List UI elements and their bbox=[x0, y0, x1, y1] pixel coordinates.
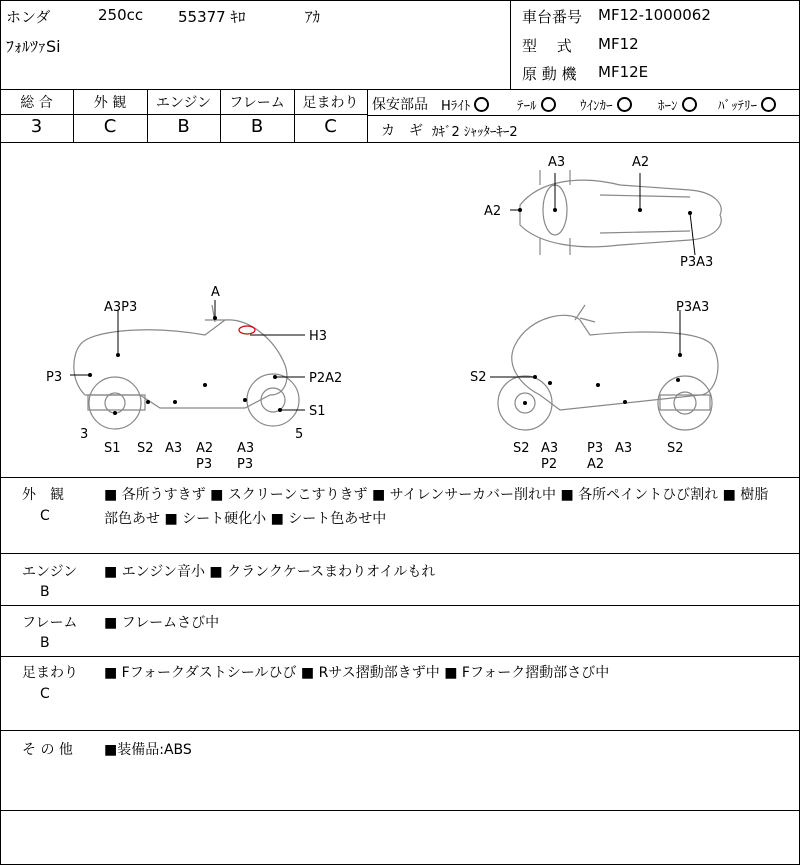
section-suspension-line1: ■ Fフォークダストシールひび ■ Rサス摺動部きず中 ■ Fフォーク摺動部さび中 bbox=[104, 665, 610, 681]
right-view-scooter bbox=[498, 305, 718, 430]
section-frame-line1: ■ フレームさび中 bbox=[104, 615, 220, 631]
label-right-s2-rear: S2 bbox=[667, 441, 684, 456]
section-line-1 bbox=[0, 553, 800, 554]
key-label: カ ギ bbox=[381, 123, 423, 139]
label-left-s2: S2 bbox=[137, 441, 154, 456]
ok-circle-icon bbox=[541, 97, 556, 112]
label-left-a3: A3 bbox=[165, 441, 183, 456]
safety-item-horn: ﾎｰﾝ bbox=[658, 95, 697, 114]
color: ｱｶ bbox=[305, 8, 321, 26]
section-suspension-grade: C bbox=[40, 686, 50, 702]
label-left-p3-under-a2: P3 bbox=[196, 457, 213, 472]
label-top-p3a3: P3A3 bbox=[680, 255, 714, 270]
left-view-scooter bbox=[74, 305, 299, 429]
label-left-5: 5 bbox=[295, 427, 304, 442]
grade-value-frame: B bbox=[250, 116, 264, 137]
grade-col-line-5 bbox=[367, 90, 368, 142]
engine-value: MF12E bbox=[598, 63, 649, 81]
grade-value-overall: 3 bbox=[30, 116, 43, 137]
section-engine-grade: B bbox=[40, 584, 50, 600]
section-line-3 bbox=[0, 656, 800, 657]
safety-item-tail: ﾃｰﾙ bbox=[517, 95, 556, 114]
label-right-p3a3: P3A3 bbox=[676, 300, 710, 315]
section-engine-label: エンジン bbox=[22, 564, 78, 580]
ok-circle-icon bbox=[474, 97, 489, 112]
section-line-4 bbox=[0, 730, 800, 731]
engine-label: 原 動 機 bbox=[522, 65, 577, 83]
section-engine-line1: ■ エンジン音小 ■ クランクケースまわりオイルもれ bbox=[104, 564, 436, 580]
diagram-labels bbox=[46, 155, 713, 472]
grade-label-frame: フレーム bbox=[229, 95, 285, 111]
diagram-bottom-line bbox=[0, 477, 800, 478]
label-left-p2a2: P2A2 bbox=[309, 371, 343, 386]
damage-diagram bbox=[0, 143, 800, 477]
model-value: MF12 bbox=[598, 35, 639, 53]
label-right-s2: S2 bbox=[470, 370, 487, 385]
frame-no-value: MF12-1000062 bbox=[598, 6, 711, 24]
grade-value-exterior: C bbox=[103, 116, 117, 137]
grade-label-engine: エンジン bbox=[155, 95, 212, 111]
header-divider bbox=[510, 0, 511, 90]
label-right-a2: A2 bbox=[587, 457, 605, 472]
maker: ホンダ bbox=[6, 8, 51, 26]
label-top-a2: A2 bbox=[632, 155, 650, 170]
safety-label: 保安部品 bbox=[372, 97, 428, 113]
label-right-p2: P2 bbox=[541, 457, 558, 472]
section-exterior-grade: C bbox=[40, 508, 50, 524]
label-left-a3p3: A3P3 bbox=[104, 300, 138, 315]
label-left-h3: H3 bbox=[309, 329, 328, 344]
label-left-s1: S1 bbox=[309, 404, 326, 419]
displacement: 250cc bbox=[98, 6, 144, 24]
label-left-s1-bottom: S1 bbox=[104, 441, 121, 456]
mileage: 55377 ｷﾛ bbox=[178, 8, 246, 26]
safety-item-winker: ｳｲﾝｶｰ bbox=[580, 95, 632, 114]
border-top bbox=[0, 0, 800, 1]
safety-item-headlight: Hﾗｲﾄ bbox=[441, 95, 489, 114]
grade-mid-line bbox=[0, 114, 367, 115]
grade-label-overall: 総 合 bbox=[20, 95, 53, 111]
label-left-p3-rear: P3 bbox=[237, 457, 254, 472]
section-frame-label: フレーム bbox=[22, 615, 78, 631]
section-line-5 bbox=[0, 810, 800, 811]
section-suspension-label: 足まわり bbox=[22, 665, 78, 681]
grade-value-engine: B bbox=[177, 116, 190, 137]
section-other-label: そ の 他 bbox=[22, 742, 73, 758]
safety-item-battery: ﾊﾞｯﾃﾘｰ bbox=[718, 95, 776, 114]
section-exterior-line1: ■ 各所うすきず ■ スクリーンこすりきず ■ サイレンサーカバー削れ中 ■ 各所ペイントひび割れ ■ 樹脂 bbox=[104, 487, 769, 503]
label-top-a3: A3 bbox=[548, 155, 566, 170]
label-left-a3-rear: A3 bbox=[237, 441, 255, 456]
grade-label-exterior: 外 観 bbox=[93, 95, 127, 111]
frame-no-label: 車台番号 bbox=[522, 8, 583, 26]
label-right-a3: A3 bbox=[541, 441, 559, 456]
section-line-2 bbox=[0, 605, 800, 606]
model-name: ﾌｫﾙﾂｧSi bbox=[6, 37, 61, 56]
ok-circle-icon bbox=[682, 97, 697, 112]
section-exterior-label: 外 観 bbox=[22, 487, 64, 503]
safety-mid-line bbox=[367, 115, 800, 116]
label-right-a3-rear: A3 bbox=[615, 441, 633, 456]
key-value: ｶｷﾞ2 ｼｬｯﾀｰｷｰ2 bbox=[432, 125, 518, 140]
section-other-line1: ■装備品:ABS bbox=[104, 742, 192, 758]
model-label: 型 式 bbox=[522, 37, 572, 55]
diagram-leader-lines bbox=[70, 173, 695, 410]
section-exterior-line2: 部色あせ ■ シート硬化小 ■ シート色あせ中 bbox=[104, 511, 387, 527]
grade-value-suspension: C bbox=[324, 116, 337, 137]
ok-circle-icon bbox=[617, 97, 632, 112]
section-frame-grade: B bbox=[40, 635, 50, 651]
label-right-p3: P3 bbox=[587, 441, 604, 456]
damage-points bbox=[88, 208, 692, 415]
label-left-3: 3 bbox=[80, 427, 89, 442]
ok-circle-icon bbox=[761, 97, 776, 112]
header-bottom-line bbox=[0, 89, 800, 90]
label-left-p3: P3 bbox=[46, 370, 63, 385]
grade-label-suspension: 足まわり bbox=[302, 95, 359, 111]
label-left-a: A bbox=[211, 285, 220, 300]
label-left-a2: A2 bbox=[196, 441, 214, 456]
label-right-s2-bottom: S2 bbox=[513, 441, 530, 456]
label-top-a2-left: A2 bbox=[484, 204, 502, 219]
